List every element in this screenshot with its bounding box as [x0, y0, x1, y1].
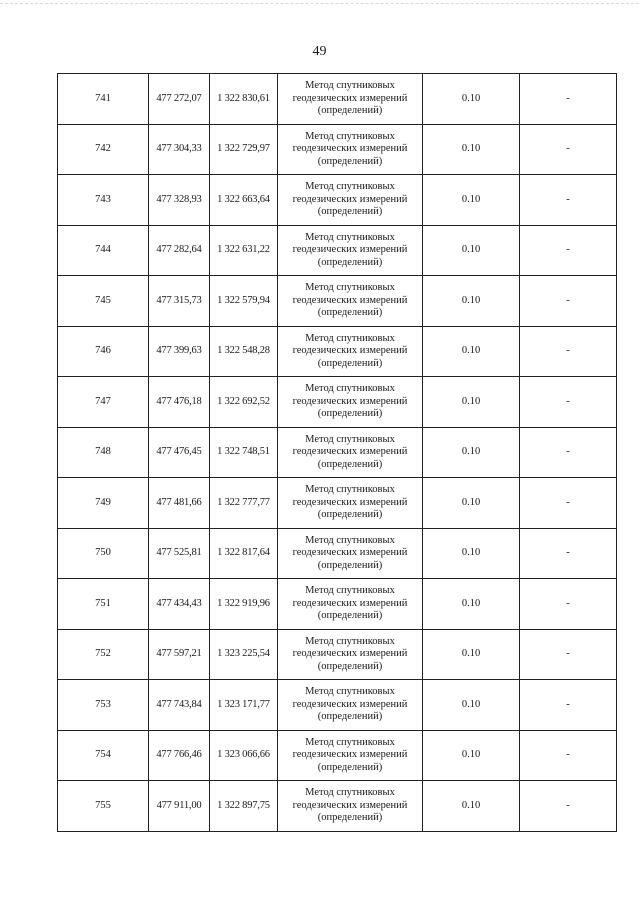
method-line: Метод спутниковых	[305, 484, 395, 495]
method-line: (определений)	[317, 307, 383, 318]
table-row	[58, 225, 617, 276]
accuracy-cell: 0.10	[423, 478, 520, 529]
note-cell: -	[520, 225, 617, 276]
coordinate-x-cell: 477 434,43	[149, 579, 210, 630]
method-line: геодезических измерений	[292, 799, 408, 811]
accuracy-cell: 0.10	[423, 629, 520, 680]
coordinate-y-cell: 1 323 171,77	[210, 680, 278, 731]
coordinate-x-cell: 477 743,84	[149, 680, 210, 731]
method-line: геодезических измерений	[292, 244, 408, 255]
note-cell: -	[520, 781, 617, 832]
point-number-cell: 755	[58, 781, 149, 832]
coordinate-y-cell: 1 322 548,28	[210, 326, 278, 377]
method-line: Метод спутниковых	[305, 383, 395, 394]
accuracy-cell: 0.10	[423, 74, 520, 125]
table-row	[58, 730, 617, 781]
note-cell: -	[520, 579, 617, 630]
note-cell: -	[520, 276, 617, 327]
method-line: (определений)	[317, 155, 383, 167]
point-number-cell: 744	[58, 225, 149, 276]
method-cell	[278, 528, 423, 579]
table-row	[58, 124, 617, 175]
coordinate-y-cell: 1 322 663,64	[210, 175, 278, 226]
note-cell: -	[520, 528, 617, 579]
method-line: геодезических измерений	[292, 547, 408, 558]
accuracy-cell: 0.10	[423, 579, 520, 630]
method-line: геодезических измерений	[292, 446, 408, 457]
coordinate-x-cell: 477 282,64	[149, 225, 210, 276]
table-row	[58, 427, 617, 478]
point-number-cell: 748	[58, 427, 149, 478]
coordinate-x-cell: 477 476,45	[149, 427, 210, 478]
method-line: Метод спутниковых	[305, 534, 395, 546]
table-row	[58, 175, 617, 226]
method-line: (определений)	[317, 761, 383, 773]
point-number-cell: 746	[58, 326, 149, 377]
method-line: геодезических измерений	[292, 496, 408, 508]
accuracy-cell: 0.10	[423, 528, 520, 579]
method-line: геодезических измерений	[292, 648, 408, 659]
method-line: (определений)	[317, 509, 383, 520]
coordinate-y-cell: 1 322 692,52	[210, 377, 278, 428]
method-cell	[278, 579, 423, 630]
method-cell	[278, 730, 423, 781]
table-row	[58, 74, 617, 125]
note-cell: -	[520, 175, 617, 226]
table-row	[58, 276, 617, 327]
page-number: 49	[312, 44, 327, 59]
method-line: (определений)	[317, 357, 383, 369]
point-number-cell: 745	[58, 276, 149, 327]
method-cell	[278, 781, 423, 832]
accuracy-cell: 0.10	[423, 175, 520, 226]
method-line: Метод спутниковых	[305, 686, 395, 697]
method-line: геодезических измерений	[292, 698, 408, 710]
method-cell	[278, 629, 423, 680]
method-line: Метод спутниковых	[305, 585, 395, 596]
method-cell	[278, 225, 423, 276]
method-cell	[278, 124, 423, 175]
method-line: геодезических измерений	[292, 749, 408, 760]
method-line: (определений)	[317, 105, 383, 116]
point-number-cell: 750	[58, 528, 149, 579]
point-number-cell: 751	[58, 579, 149, 630]
coordinate-y-cell: 1 322 748,51	[210, 427, 278, 478]
accuracy-cell: 0.10	[423, 730, 520, 781]
coordinate-x-cell: 477 272,07	[149, 74, 210, 125]
accuracy-cell: 0.10	[423, 326, 520, 377]
method-line: геодезических измерений	[292, 345, 408, 356]
method-cell	[278, 175, 423, 226]
coordinate-x-cell: 477 328,93	[149, 175, 210, 226]
method-line: геодезических измерений	[292, 193, 408, 205]
point-number-cell: 741	[58, 74, 149, 125]
coordinate-y-cell: 1 323 225,54	[210, 629, 278, 680]
point-number-cell: 753	[58, 680, 149, 731]
coordinate-y-cell: 1 322 817,64	[210, 528, 278, 579]
method-line: геодезических измерений	[292, 143, 408, 154]
note-cell: -	[520, 730, 617, 781]
method-line: геодезических измерений	[292, 395, 408, 407]
method-cell	[278, 276, 423, 327]
table-row	[58, 680, 617, 731]
method-line: Метод спутниковых	[305, 181, 395, 192]
method-line: (определений)	[317, 610, 383, 621]
method-line: (определений)	[317, 206, 383, 217]
method-line: геодезических измерений	[292, 92, 408, 104]
accuracy-cell: 0.10	[423, 680, 520, 731]
coordinate-x-cell: 477 597,21	[149, 629, 210, 680]
method-cell	[278, 680, 423, 731]
coordinate-x-cell: 477 525,81	[149, 528, 210, 579]
method-line: (определений)	[317, 660, 383, 672]
page-top-edge	[0, 3, 639, 4]
method-line: Метод спутниковых	[305, 332, 395, 344]
accuracy-cell: 0.10	[423, 124, 520, 175]
table-row	[58, 629, 617, 680]
point-number-cell: 743	[58, 175, 149, 226]
table-row	[58, 478, 617, 529]
method-line: Метод спутниковых	[305, 433, 395, 445]
note-cell: -	[520, 629, 617, 680]
note-cell: -	[520, 427, 617, 478]
coordinate-x-cell: 477 476,18	[149, 377, 210, 428]
accuracy-cell: 0.10	[423, 427, 520, 478]
method-cell	[278, 427, 423, 478]
method-line: (определений)	[317, 256, 383, 268]
method-line: Метод спутниковых	[305, 231, 395, 243]
coordinate-x-cell: 477 911,00	[149, 781, 210, 832]
point-number-cell: 742	[58, 124, 149, 175]
coordinate-y-cell: 1 323 066,66	[210, 730, 278, 781]
coordinate-x-cell: 477 315,73	[149, 276, 210, 327]
coordinate-x-cell: 477 399,63	[149, 326, 210, 377]
note-cell: -	[520, 680, 617, 731]
method-line: Метод спутниковых	[305, 130, 395, 142]
table-row	[58, 528, 617, 579]
method-cell	[278, 377, 423, 428]
accuracy-cell: 0.10	[423, 377, 520, 428]
method-line: (определений)	[317, 458, 383, 470]
point-number-cell: 749	[58, 478, 149, 529]
table-row	[58, 326, 617, 377]
coordinate-x-cell: 477 481,66	[149, 478, 210, 529]
coordinate-y-cell: 1 322 777,77	[210, 478, 278, 529]
method-cell	[278, 74, 423, 125]
coordinate-y-cell: 1 322 729,97	[210, 124, 278, 175]
method-cell	[278, 326, 423, 377]
note-cell: -	[520, 326, 617, 377]
coordinate-y-cell: 1 322 579,94	[210, 276, 278, 327]
method-line: геодезических измерений	[292, 597, 408, 609]
table-row	[58, 781, 617, 832]
point-number-cell: 752	[58, 629, 149, 680]
method-cell	[278, 478, 423, 529]
point-number-cell: 747	[58, 377, 149, 428]
note-cell: -	[520, 478, 617, 529]
method-line: геодезических измерений	[292, 294, 408, 306]
method-line: (определений)	[317, 711, 383, 722]
method-line: Метод спутниковых	[305, 80, 395, 91]
accuracy-cell: 0.10	[423, 225, 520, 276]
method-line: Метод спутниковых	[305, 635, 395, 647]
coordinates-table-body	[58, 74, 617, 832]
note-cell: -	[520, 74, 617, 125]
coordinate-y-cell: 1 322 631,22	[210, 225, 278, 276]
table-row	[58, 579, 617, 630]
method-line: Метод спутниковых	[305, 282, 395, 293]
method-line: (определений)	[317, 559, 383, 571]
coordinate-y-cell: 1 322 830,61	[210, 74, 278, 125]
method-line: (определений)	[317, 408, 383, 419]
method-line: (определений)	[317, 812, 383, 823]
coordinate-x-cell: 477 304,33	[149, 124, 210, 175]
method-line: Метод спутниковых	[305, 787, 395, 798]
coordinate-y-cell: 1 322 919,96	[210, 579, 278, 630]
note-cell: -	[520, 124, 617, 175]
coordinate-x-cell: 477 766,46	[149, 730, 210, 781]
accuracy-cell: 0.10	[423, 781, 520, 832]
note-cell: -	[520, 377, 617, 428]
accuracy-cell: 0.10	[423, 276, 520, 327]
method-line: Метод спутниковых	[305, 736, 395, 748]
table-row	[58, 377, 617, 428]
point-number-cell: 754	[58, 730, 149, 781]
coordinates-table	[57, 73, 617, 832]
coordinate-y-cell: 1 322 897,75	[210, 781, 278, 832]
